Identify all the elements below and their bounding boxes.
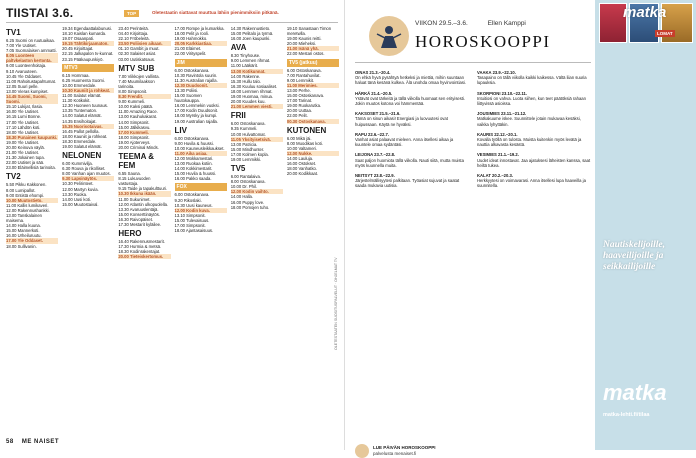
zodiac-logo-icon [355,444,369,458]
program-item: 17.00 Yle Uutiset. [6,119,39,125]
program-item: 18.00 Simpsonit. [118,134,150,140]
program-item: 18.00 Vanhatko. [286,166,318,172]
program-item: 11.05 Yksityisetsivä. [231,137,283,142]
program-item: 21.00 Eläimet. [174,46,202,52]
program-item: 13.00 Patricia. [230,141,258,147]
channel-heading: TEEMA & FEM [118,152,155,171]
program-item: 10.00 Emmerdale. [62,82,97,88]
horoscope-header [355,14,591,62]
program-item: 9.00 Lemmikit. [286,77,315,83]
program-item: 10.30 Ravintola suurin. [174,72,218,78]
tv-column [175,26,227,434]
program-item: 00.30 Ostoskanava. [287,119,339,124]
program-item: 17.00 Kolmen kopla. [230,151,269,157]
tv-columns [6,26,339,434]
program-item: 17.30 Hurmia & metsä. [118,244,162,250]
page-footer [6,439,59,445]
program-item: 10.00 Dr. Phil. [230,184,257,190]
program-item: 18.00 Sullivanin. [6,243,37,249]
horoscope-sign [355,152,469,168]
program-item: 14.30 Rakennustieto. [230,26,271,31]
program-item: 20.00 Tieteiskertomus. [118,254,170,259]
program-item: 19.00 Australian rajalla. [174,118,219,124]
program-item: 11.00 Amazing Race. [118,109,158,115]
program-item: 18.30 Kodinrakentajat. [118,249,161,255]
horoscope-title: HOROSKOOPPI [415,32,551,51]
program-item: 15.00 Suomen huutokauppa. [174,93,202,104]
program-item: 18.00 Yle Uutiset. [6,129,39,135]
program-list [287,68,339,124]
program-item: 18.00 Kauniit ja rohkeat. [62,133,108,139]
program-item: 13.10 Simpsonit. [174,212,206,218]
channel-heading: HERO [118,229,142,239]
program-item: 16.00 Yle Uutiset. [6,109,39,115]
program-item: 5.50 Pikku Kakkonen. [6,182,47,188]
program-item: 11.30 Kotikokit. [62,98,91,104]
program-item: 11.30 Australian rajalla. [174,77,218,83]
program-item: 22.15 Jalkapalon tv-kunnat. [62,51,114,57]
program-item: 7.40 Muumilaakson tarinoita. [118,78,155,89]
program-item: 16.00 Joen kaupunki. [230,36,271,42]
program-item: 6.25 Suomi on ruutuaikaa. [6,38,55,43]
sign-name: SKORPIONI 23.10.–22.11. [477,90,528,96]
program-item: 6.00 Ostoskanava. [286,67,322,73]
program-item: 18.00 Pelit ja rooli. [174,31,209,37]
program-item: 7.05 Suomalaisen ammatti. [6,48,57,54]
program-item: 16.40 Rakennusmestarit. [118,239,165,245]
program-item: 14.35 Ensihoitajat. [62,118,97,124]
page-number: 58 [6,439,14,445]
horoscope-sign [477,91,591,107]
signs-column-left [355,70,469,194]
program-item: 11.00 Salatut elämät. [62,93,102,99]
program-item: 22.10 Fröbeleitä. [118,36,150,42]
sign-text: Kovalla työllä on tulosta. Muista kuitenkin myös levätä ja nauttia alkavasta kesästä. [477,137,582,148]
program-item: 19.00 Ajoterveys. [118,139,151,145]
program-item: 02.30 Salaiset asiat. [118,51,157,57]
horoscope-signs [355,70,591,194]
program-item: 8.30 Frendit. [118,94,170,99]
program-item: 14.00 Halla. [230,194,254,200]
program-item: 9.30 Lapsinäytös. [62,176,114,181]
header-headline: Oletestaatin siattavat muuttua lähiin pienimmiksiin pitkänä. [152,10,279,15]
sign-name: KAURIS 22.12.–20.1. [477,131,518,137]
program-item: 14.00 Salatut elämät. [62,113,102,119]
program-item: 22.00 Mestari ostos. [286,51,325,57]
program-item: 12.00 Nukke. [287,151,339,156]
program-item: 17.00 Simpsonit. [174,223,206,228]
program-list [231,26,283,41]
program-item: 14.00 Lauluja. [286,155,314,161]
spine-text: OLETESTAATEN SUOSITUSPALVELUT · OHJELMAT TV [334,257,338,350]
zodiac-emblem [369,16,409,56]
program-item: 18.10 Kaislan kumarda. [62,31,107,37]
program-item: 20.05 Karkkiastiaa. [175,41,227,46]
horoscope-sign [477,70,591,86]
program-item: 17.00 Yle Oddaset. [6,238,58,243]
program-item: 22.00 Uutiset ja sää. [6,160,45,166]
program-item: 03.00 Uutiskatsaus. [118,56,156,62]
program-item: 21.30 Jokainen tupa. [6,155,45,161]
ad-url[interactable]: matka-lehti.fi/tilaa [603,412,650,418]
horoscope-meta [415,20,526,27]
program-item: 04.40 Kirjoittaja. [118,31,149,37]
program-item: 20.00 Criminal Minds. [118,144,159,150]
program-item: 15.00 Ostoskanava. [286,93,325,99]
sign-name: JOUSIMIES 23.11.–21.12. [477,111,527,117]
channel-heading: AVA [230,43,247,53]
horoscope-sign [477,111,591,127]
program-item: 19.00 Kaunis reitti. [286,36,322,42]
program-item: 23.00 Eläimellisiä tarinoita. [6,165,56,171]
program-item: 8.15 Lukuvuoden vastustaja. [118,176,151,187]
program-item: 10.00 Muutostieto. [6,198,58,203]
program-item: 12.00 Mokkamestari. [174,155,214,161]
program-item: 01.10 Gambit ja muut. [118,46,160,52]
program-item: 12.00 Rakennushankki. [6,207,50,213]
tv-column [6,26,58,434]
program-item: 12.00 Kodin vaihto. [231,189,283,194]
program-item: 20.00 Kodikkaat. [286,171,319,177]
sign-text: Tämä on sinun aikasi! Energiasi ja luovuutesi ovat huipussaan. Käytä ne hyväksi. [355,116,448,127]
program-list [118,74,170,150]
channel-heading: TV5 (jatkuu) [287,59,339,67]
program-item: 18.00 Pomojen tuho. [230,204,270,210]
program-item: 18.30 Punainen kaupunki. [6,134,58,140]
program-item: 12.00 Atlantin ulkopuolella. [118,201,169,207]
program-list [175,26,227,57]
sign-text: Matkakuume iskee. Suunnittele jotain mukavaa kesäksi, vaikka lyhyttäkin. [477,116,581,127]
program-item: 9.00 Lemmen rihmat. [230,58,271,64]
program-item: 13.30 Ruoka. [62,191,88,197]
program-item: 10.30 Pelirinteet. [62,181,94,187]
top-tag: TOP [124,10,139,17]
matka-advertisement[interactable] [595,0,696,450]
program-list [231,174,283,210]
program-item: 13.00 Tanskalainen maisema. [6,213,43,224]
program-item: 13.35 Tuntematon. [62,108,98,114]
tv-column [118,26,170,434]
program-item: 13.00 Ruokaa kotiin. [174,161,213,167]
program-list [118,26,170,62]
sign-name: VESIMIES 21.1.–19.2. [477,152,519,158]
program-list [6,38,58,170]
program-list [6,182,58,248]
program-item: 8.00 Lumipallot. [6,187,36,193]
program-item: 11.00 Lääkärit. [230,63,259,69]
channel-heading: MTV3 [62,64,114,72]
program-item: 15.00 Mannerkoti. [6,228,40,234]
program-item: 6.00 Mikä jäi. [286,135,312,141]
sign-text: Herkkyytesi on voimavarasi. Anna itsellesi lupa haaveilla ja suunnitella. [477,178,586,189]
footer-link[interactable]: palvelusta menaiset.fi [373,451,417,456]
sign-text: Tasapaino on tällä viikolla kaikki kaikessa. Vältä liian suuria lupauksia. [477,75,587,86]
program-item: 16.45 Pallot pellolla. [62,128,100,134]
program-item: 11.00 Aika asiaa. [175,151,227,156]
channel-heading: TV2 [6,172,21,182]
program-item: 11.00 Merimies. [287,83,339,88]
program-item: 13.30 Avaruuslentäjä. [118,206,159,212]
channel-heading: TV5 [230,164,246,174]
program-item: 21.00 Isänä yhä. [287,46,339,51]
program-item: 19.00 Salatut elämät. [62,143,102,149]
program-item: 14.00 Uusi koti. [62,196,92,202]
program-item: 6.15 Hommaa. [62,72,90,78]
program-item: 6.25 Huomenta Suomi. [62,77,106,83]
sign-text: On ehkä hyvä pysähtyä hetkeksi ja miettiä, mihin suuntaan haluat tänä kesänä kulkea. Älä unohda omaa hyvinvointiasi. [355,75,467,86]
program-item: 8.00 Ostoskanava. [230,179,266,185]
program-item: 17.10 Lähdön koti. [6,124,41,130]
program-item: 10.00 Valtameri. [286,145,318,151]
program-item: 15.00 Mindhunter. [230,146,265,152]
channel-heading: KUTONEN [286,125,327,135]
program-item: 13.30 Poliisi. [174,87,199,93]
program-list [175,136,227,182]
program-item: 10.00 Kaksi päätä. [118,104,154,110]
program-item: 6.00 Ostoskanava. [174,67,210,73]
program-item: 16.00 Urheiluruutu. [6,233,42,239]
sign-name: LEIJONA 23.7.–22.8. [355,152,396,158]
sign-text: Intuitiosi on vahva. Luota siihen, kun teet päätöksiä rahaan liittyvissä asioissa. [477,95,586,107]
program-item: 17.00 Tarinat. [286,98,313,104]
horoscope-sign [477,132,591,148]
program-item: 22.00 Virityspelit. [174,51,207,57]
program-item: 20.45 Kirjoittajat. [62,46,94,52]
program-item: 15.00 Huvila & huussi. [174,171,217,177]
channel-heading: FOX [175,183,227,191]
program-item: 15.00 Pelitalo ja tyrmä. [230,31,274,37]
channel-heading: MTV SUB [118,63,155,73]
ad-slogan: Nautiskelijoille, haaveilijoille ja seikkailijoille [603,240,666,272]
program-item: 14.00 Halla kuuna. [6,223,41,229]
program-item: 16.00 Puppy love. [230,199,265,205]
program-item: 19.10 Sanastaan Timon meretwlla. [286,26,332,37]
program-item: 14.00 Simpsonit. [118,119,150,125]
program-item: 12.05 Suuri pelle. [6,83,39,89]
program-item: 11.00 Sukunimet. [118,196,151,202]
program-item: 15.30 Hullu talo. [230,78,261,84]
program-item: 15.10 Lukijat, Ilasia. [6,104,44,110]
program-item: 16.00 Pakko saada. [174,176,212,182]
program-item: 14.45 Suomi, Suomi, Suomi. [6,94,58,104]
zodiac-figure-icon [373,22,405,50]
tv-guide-header [6,6,338,20]
sign-name: HÄRKÄ 21.4.–20.5. [355,90,393,96]
channel-heading: LIV [174,125,187,135]
sign-text: Saat paljon huomiota tällä viikolla. Nauti siitä, mutta muista myös kuunnella muita. [355,157,464,168]
horoscope-sign [477,152,591,168]
program-item: 17.00 Rompe ja kumarkka. [174,26,225,31]
program-list [118,239,170,259]
tv-guide-page [0,0,345,450]
horoscope-author: Ellen Kamppi [487,20,526,27]
program-item: 16.30 Kuuluu sosiaaliset. [230,83,278,89]
program-item: 20.00 Mieheksi. [286,41,317,47]
program-item: 19.00 Yle Uutiset. [6,139,39,145]
cover-badge: LOMAT [657,31,673,36]
program-list [175,68,227,124]
program-item: 19.00 Lemmikki. [230,156,262,162]
program-item: 10.30 Kauniit ja rohkeat. [62,88,114,93]
program-item: 17.30 Mestarit kyläilee. [118,222,162,227]
program-item: 10.45 Yle Oddaset. [6,73,42,79]
program-item: 12.00 Kodin kuva. [175,208,227,213]
program-list [62,161,114,207]
program-item: 10.30 Ikkuna ikään. [118,191,170,196]
program-item: 19.15 Tähtikirjaamaton. [62,41,114,46]
sign-text: Uudet ideat innostavat. Jaa ajatuksesi läheisten kanssa, saat heiltä tukea. [477,157,591,168]
header-divider [6,22,338,23]
sign-text: Järjestelmällisyytesi palkitaan. Työasiat sujuvat ja saatat saada mukavia uutisia. [355,178,460,189]
program-item: 13.00 Vieras kumpiset. [6,88,49,94]
program-item: 19.34 Egendaattalabunusi. [62,26,112,31]
program-item: 18.00 Myrsky ja kumpi. [174,113,218,119]
program-list [231,53,283,109]
horoscope-sign [477,173,591,189]
signs-column-right [477,70,591,194]
footer-cta: LUE PÄIVÄN HOROSKOOPPI [373,445,436,450]
sign-name: VAAKA 23.9.–22.10. [477,70,516,75]
sign-text: Vanhat asiat palaavat mieleen. Anna itsellesi aikaa ja kuuntele omaa sydäntäsi. [355,137,454,148]
program-list [175,192,227,233]
program-item: 16.30 Raivopäiset. [118,216,154,222]
program-list [62,26,114,62]
program-item: 14.00 Rakenne. [230,73,261,79]
channel-heading: FRII [230,111,246,121]
program-item: 15.35 Nuorisotaivas. [62,124,114,129]
program-item: 8.00 Muodikas koti. [286,140,323,146]
tv-column [62,26,114,434]
program-item: 18.00 Lemmen rihmat. [230,88,273,94]
program-item: 19.00 Hahmokko. [174,36,208,42]
channel-heading: JIM [175,59,227,67]
program-item: 12.00 Martyn kuvia. [62,186,99,192]
program-item: 15.00 Muutostaival. [62,201,99,207]
program-item: 16.15 Lumi Bonne. [6,114,42,120]
program-item: 10.00 Hulvattomat. [230,131,266,137]
program-item: 8.00 Simpsonit. [118,88,148,94]
program-item: 13.00 Perhe. [286,87,311,93]
program-item: 16.00 Ostokset. [286,161,317,167]
program-item: 6.00 Ostoskanava. [174,192,210,198]
horoscope-sign [355,173,469,189]
horoscope-sign [355,91,469,107]
horoscope-sign [355,70,469,86]
program-item: 10.00 Kauneusleikkaukset. [174,145,225,151]
program-item: 9.00 Huvila & huussi. [174,140,214,146]
ad-brand-bottom: matka [603,380,667,405]
sign-name: KAKSOSET 21.5.–21.6. [355,111,401,117]
horoscope-week: VIIKON 29.5.–3.6. [415,20,468,27]
horoscope-page [351,0,696,456]
sign-name: RAPU 22.6.–22.7. [355,131,389,137]
program-item: 13.00 Kauhukakarat. [118,114,157,120]
program-item: 23.40 Perinteitä. [118,26,149,31]
program-list [287,136,339,177]
program-item: 20.00 Keinuva väylä. [6,144,45,150]
program-item: 11.00 Kallis lumikaveri. [6,202,49,208]
horoscope-block [355,14,591,434]
sign-text: Ystävät ovat tärkeitä ja tällä viikolla huomaat sen erityisesti. Jokin muutos kotona voi hämmentää. [355,95,466,107]
magazine-name: ME NAISET [21,439,60,445]
program-item: 8.00 Vanhan ajan muutos. [62,171,111,177]
program-item: 13.00 Kotikunnat. [231,69,283,74]
program-item: 19.07 Osaanpati. [62,36,95,42]
program-item: 6.00 Kummivilja. [62,161,93,167]
program-item: 9.00 Kummeli. [118,99,146,105]
channel-heading: TV1 [6,28,21,37]
tv-column [231,26,283,434]
program-item: 6.00 Ostoskanava. [230,121,266,127]
program-item: 14.00 Kokkimestarit. [174,166,213,172]
horoscope-sign [355,132,469,148]
program-item: 6.30 Rouva ja rikolliset. [62,166,106,172]
program-item: 22.00 Pelit. [286,113,308,119]
program-item: 7.00 Yle Uutiset. [6,43,37,49]
program-list [287,26,339,57]
program-item: 15.00 Konserttinäytös. [118,211,161,217]
program-list [231,121,283,162]
program-item: 18.00 Ajantasaisuus. [174,228,214,234]
program-item: 16.00 Lemmekin vuoksi. [174,103,220,109]
program-item: 19.00 Huomaa, minua. [230,94,274,100]
sign-name: NEITSYT 23.8.–22.9. [355,173,395,179]
program-item: 18.30 Emmerdale. [62,138,97,144]
horoscope-sign [355,111,469,127]
program-item: 23.50 Poliisien aikaan. [118,41,170,46]
sign-name: OINAS 21.3.–20.4. [355,70,391,75]
program-item: 6.00 Rantalaiva. [230,174,261,180]
program-item: 11.00 Rahoitustapahtumat. [6,78,56,84]
program-item: 19.00 Ruokarutka. [286,103,322,109]
program-item: 9.15 Taide ja tapakulttuuri. [118,186,168,192]
program-item: 23.15 Pääkaupunkiyö. [62,56,104,62]
program-item: 9.10 Avaruuteen. [6,68,38,74]
program-item: 6.55 Sauna. [118,171,141,177]
program-item: 9.20 Rikoslaki. [174,197,202,203]
date-heading: TIISTAI 3.6. [6,6,74,20]
program-item: 8.05 Luonteen paltvkelaston kertonta. [6,53,58,63]
program-list [118,171,170,227]
program-item: 9.00 Luonteenhoitaja. [6,63,47,69]
program-item: 15.00 Tulevaisuus. [174,217,210,223]
program-item: 15.00 Jälkikasvu. [118,124,151,130]
program-item: 17.00 Kummeli. [118,130,170,135]
program-list [62,73,114,149]
program-item: 9.00 Entistä ehompi. [6,192,45,198]
program-item: 8.30 Tinyhouse. [230,53,261,59]
program-item: 7.00 Rantahuvilat. [286,72,321,78]
program-item: 12.30 Duudsonit. [175,83,227,88]
program-item: 17.00 Kodin Duudsonit. [174,108,219,114]
horoscope-divider [355,62,591,63]
program-item: 10.30 Uusi kauneus. [174,202,213,208]
sign-name: KALAT 20.2.–20.3. [477,173,513,179]
ad-brand-top: matka [623,4,667,21]
program-item: 20.00 Kuudes kuu. [230,99,266,105]
program-item: 6.00 Ostoskanava. [174,135,210,141]
program-item: 20.00 Uuttaa. [286,108,313,114]
program-item: 21.00 Yle Uutiset. [6,150,39,156]
program-item: 9.35 Kummeli. [230,126,258,132]
tv-column [287,26,339,434]
channel-heading: NELONEN [62,151,102,161]
program-item: 7.00 Viikkojen vallinta. [118,73,160,79]
program-item: 12.30 Huoneen tuunaus. [62,103,109,109]
program-item: 21.00 Lemmen viesti. [231,104,283,109]
